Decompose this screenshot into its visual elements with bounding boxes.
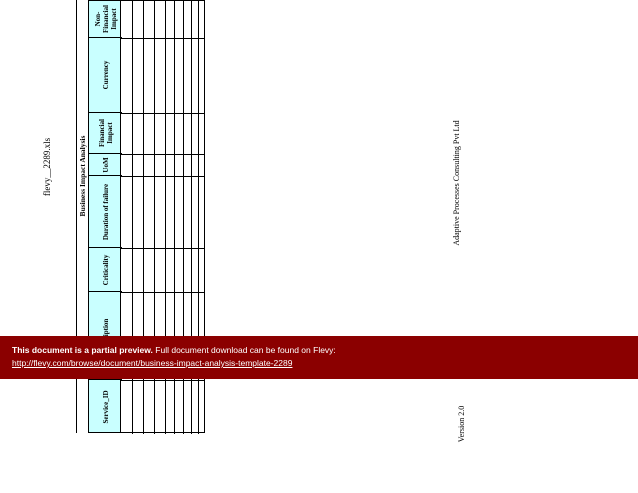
header-label: Service_ID [101,390,110,424]
download-link[interactable]: http://flevy.com/browse/document/business-impact-analysis-template-2289 [12,358,293,368]
grid-line [121,154,205,155]
header-label: Currency [101,60,110,90]
header-label: Non-Financial Impact [93,5,118,34]
grid-line [121,292,205,293]
grid-line [121,113,205,114]
grid-line [121,248,205,249]
preview-banner [0,336,638,379]
header-financial-impact [89,113,122,154]
grid-line [121,176,205,177]
banner-text: Full document download can be found on Flevy: [155,345,336,355]
header-uom [89,154,122,176]
section-title: Business Impact Analysis [78,135,87,217]
header-label: UoM [101,156,110,173]
version-label: Version 2.0 [457,405,466,443]
grid-line [121,380,205,381]
header-non-financial-impact [89,1,122,38]
document-filename: flevy__2289.xls [42,137,52,197]
banner-bold-text: This document is a partial preview. [12,345,153,355]
header-label: Duration of failure [101,183,110,240]
header-service-id [89,380,122,434]
header-label: Criticality [101,254,110,285]
header-duration-of-failure [89,176,122,248]
grid-line [121,38,205,39]
header-criticality [89,248,122,292]
company-name: Adaptive Processes Consulting Pvt Ltd [452,120,461,246]
header-label: Financial Impact [97,119,114,148]
header-currency [89,38,122,113]
